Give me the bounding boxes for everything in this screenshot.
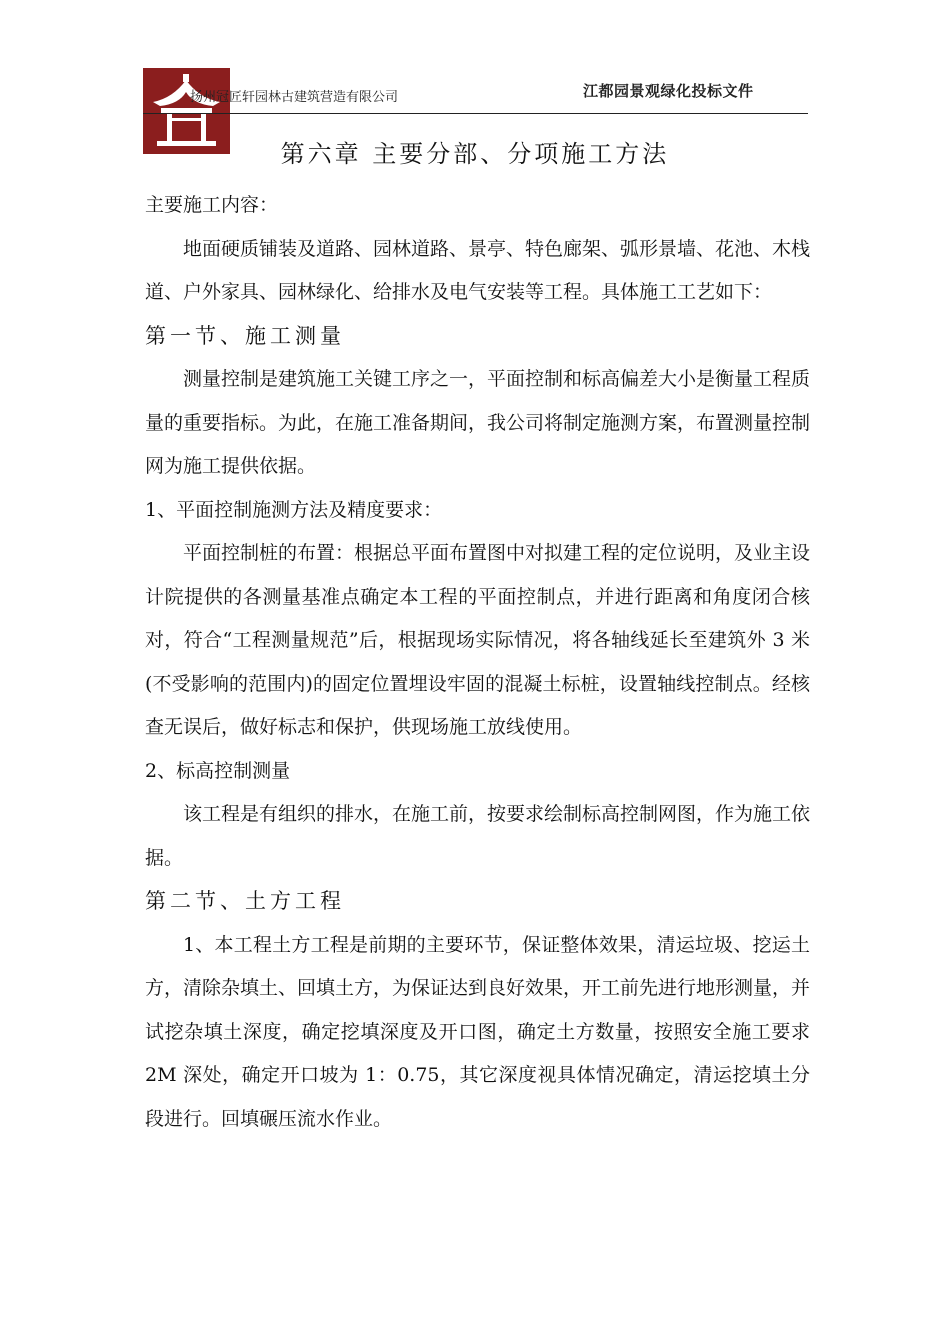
intro-paragraph: 地面硬质铺装及道路、园林道路、景亭、特色廊架、弧形景墙、花池、木栈道、户外家具、园林绿化、给排水及电气安装等工程。具体施工工艺如下： (145, 237, 811, 303)
chapter-title: 第六章 主要分部、分项施工方法 (280, 140, 670, 168)
subsection-1-paragraph: 平面控制桩的布置：根据总平面布置图中对拟建工程的定位说明，及业主设计院提供的各测量基准点确定本工程的平面控制点，并进行距离和角度闭合核对，符合“工程测量规范”后，根据现场实际情况，将各轴线延长至建筑外 3 米(不受影响的范围内)的固定位置埋设牢固的混凝土标桩，设置轴线控制点。经核查无误后，做好标志和保护，供现场施工放线使用。 (145, 542, 811, 738)
subsection-2-title: 2、标高控制测量 (145, 759, 291, 782)
subsection-1-title: 1、平面控制施测方法及精度要求： (145, 498, 443, 521)
section-2-title: 第二节、土方工程 (145, 889, 345, 913)
intro-label: 主要施工内容： (145, 194, 279, 216)
section-2-paragraph: 1、本工程土方工程是前期的主要环节，保证整体效果，清运垃圾、挖运土方，清除杂填土、回填土方，为保证达到良好效果，开工前先进行地形测量，并试挖杂填土深度，确定挖填深度及开口图，确定土方数量，按照安全施工要求 2M 深处，确定开口坡为 1：0.75，其它深度视具体情况确定，清运挖填土分段进行。回填碾压流水作业。 (145, 933, 811, 1130)
document-title: 江都园景观绿化投标文件 (583, 82, 754, 100)
subsection-2-paragraph: 该工程是有组织的排水，在施工前，按要求绘制标高控制网图，作为施工依据。 (145, 803, 811, 869)
section-1-paragraph: 测量控制是建筑施工关键工序之一，平面控制和标高偏差大小是衡量工程质量的重要指标。为此，在施工准备期间，我公司将制定施测方案，布置测量控制网为施工提供依据。 (145, 368, 811, 477)
header-divider (143, 113, 808, 114)
body-content (145, 184, 810, 1141)
company-name: 扬州冠匠轩园林古建筑营造有限公司 (190, 90, 399, 105)
section-1-title: 第一节、施工测量 (145, 323, 345, 348)
